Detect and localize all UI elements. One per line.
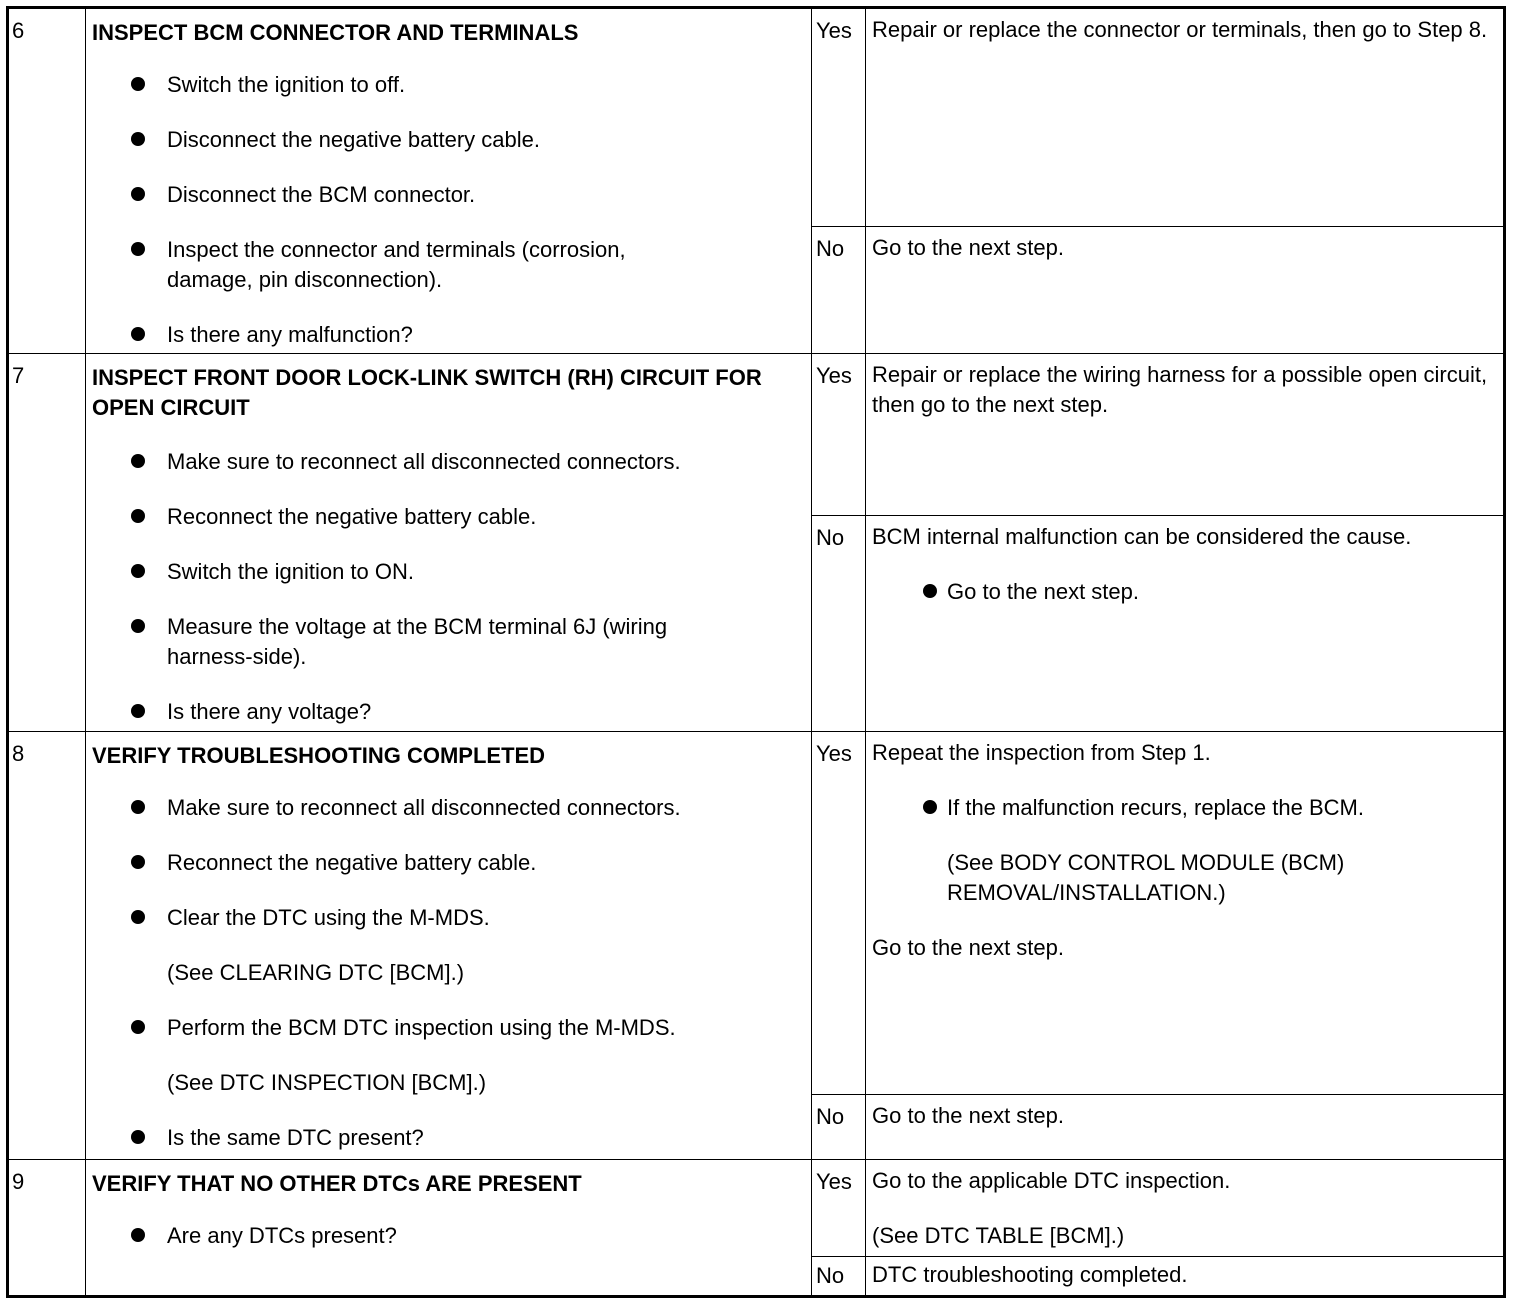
step-number: 9 [12, 1169, 25, 1194]
step-row-8 [9, 732, 1503, 1160]
step-number-cell [9, 354, 86, 731]
action-item: Measure the voltage at the BCM terminal 6J (wiring harness-side). [167, 612, 757, 672]
action-item: Reconnect the negative battery cable. [167, 848, 767, 878]
step-title: VERIFY TROUBLESHOOTING COMPLETED [92, 743, 546, 768]
step-number: 8 [12, 741, 25, 766]
bullet-icon [131, 855, 145, 869]
step-number-cell [9, 732, 86, 1159]
no-text: Go to the next step. [872, 1103, 1065, 1128]
action-note: (See CLEARING DTC [BCM].) [167, 960, 465, 985]
step-number-cell [9, 1160, 86, 1295]
action-item: Is the same DTC present? [167, 1123, 767, 1153]
no-result [812, 1095, 1503, 1160]
step-row-9 [9, 1160, 1503, 1295]
action-item: Is there any malfunction? [167, 320, 767, 350]
step-title: INSPECT BCM CONNECTOR AND TERMINALS [92, 20, 579, 45]
yes-label: Yes [816, 363, 852, 388]
yes-note: (See DTC TABLE [BCM].) [872, 1223, 1125, 1248]
step-action-cell [86, 9, 812, 353]
action-item: Are any DTCs present? [167, 1221, 767, 1251]
action-item: Make sure to reconnect all disconnected connectors. [167, 447, 767, 477]
action-note: (See DTC INSPECTION [BCM].) [167, 1070, 487, 1095]
bullet-icon [131, 800, 145, 814]
action-item: Disconnect the negative battery cable. [167, 125, 767, 155]
step-number: 6 [12, 18, 25, 43]
step-number-cell [9, 9, 86, 353]
action-item: Is there any voltage? [167, 697, 767, 727]
step-result-cell [812, 732, 1503, 1159]
yes-label: Yes [816, 741, 852, 766]
yes-text: Repair or replace the connector or terminals, then go to Step 8. [872, 17, 1488, 42]
bullet-icon [131, 509, 145, 523]
no-result [812, 516, 1503, 732]
bullet-icon [131, 1228, 145, 1242]
no-label: No [816, 1104, 845, 1129]
action-item: Make sure to reconnect all disconnected connectors. [167, 793, 767, 823]
bullet-icon [923, 584, 937, 598]
action-item: Reconnect the negative battery cable. [167, 502, 767, 532]
bullet-icon [131, 704, 145, 718]
yes-text: Repeat the inspection from Step 1. [872, 740, 1211, 765]
bullet-icon [131, 910, 145, 924]
action-item: Switch the ignition to ON. [167, 557, 767, 587]
no-bullet: Go to the next step. [947, 577, 1487, 607]
step-result-cell [812, 9, 1503, 353]
yes-text: Repair or replace the wiring harness for a possible open circuit, then go to the next step. [872, 362, 1488, 417]
step-title: INSPECT FRONT DOOR LOCK-LINK SWITCH (RH) CIRCUIT FOR OPEN CIRCUIT [92, 365, 762, 420]
bullet-icon [131, 564, 145, 578]
action-item: Perform the BCM DTC inspection using the M-MDS. [167, 1013, 767, 1043]
bullet-icon [131, 327, 145, 341]
bullet-icon [131, 454, 145, 468]
yes-result [812, 9, 1503, 227]
action-item: Disconnect the BCM connector. [167, 180, 767, 210]
bullet-icon [131, 132, 145, 146]
step-result-cell [812, 1160, 1503, 1295]
yes-bullet: If the malfunction recurs, replace the BCM. [947, 793, 1487, 823]
step-row-7 [9, 354, 1503, 732]
yes-note: (See BODY CONTROL MODULE (BCM) REMOVAL/INSTALLATION.) [947, 850, 1345, 905]
yes-text-2: Go to the next step. [872, 935, 1065, 960]
step-row-6 [9, 9, 1503, 354]
yes-label: Yes [816, 1169, 852, 1194]
bullet-icon [131, 187, 145, 201]
no-label: No [816, 1263, 845, 1288]
no-text: BCM internal malfunction can be considered the cause. [872, 524, 1412, 549]
step-action-cell [86, 354, 812, 731]
no-text: DTC troubleshooting completed. [872, 1262, 1188, 1287]
bullet-icon [131, 1020, 145, 1034]
yes-result [812, 1160, 1503, 1257]
bullet-icon [131, 619, 145, 633]
bullet-icon [131, 1130, 145, 1144]
step-title: VERIFY THAT NO OTHER DTCs ARE PRESENT [92, 1171, 582, 1196]
bullet-icon [923, 800, 937, 814]
troubleshooting-table [6, 6, 1506, 1298]
step-number: 7 [12, 363, 25, 388]
step-action-cell [86, 732, 812, 1159]
step-result-cell [812, 354, 1503, 731]
no-text: Go to the next step. [872, 235, 1065, 260]
action-item: Inspect the connector and terminals (corrosion, damage, pin disconnection). [167, 235, 707, 295]
bullet-icon [131, 77, 145, 91]
no-label: No [816, 236, 845, 261]
bullet-icon [131, 242, 145, 256]
no-label: No [816, 525, 845, 550]
yes-label: Yes [816, 18, 852, 43]
action-item: Switch the ignition to off. [167, 70, 767, 100]
yes-result [812, 354, 1503, 516]
yes-text: Go to the applicable DTC inspection. [872, 1168, 1231, 1193]
no-result [812, 1257, 1503, 1295]
no-result [812, 227, 1503, 354]
step-action-cell [86, 1160, 812, 1295]
yes-result [812, 732, 1503, 1095]
action-item: Clear the DTC using the M-MDS. [167, 903, 767, 933]
